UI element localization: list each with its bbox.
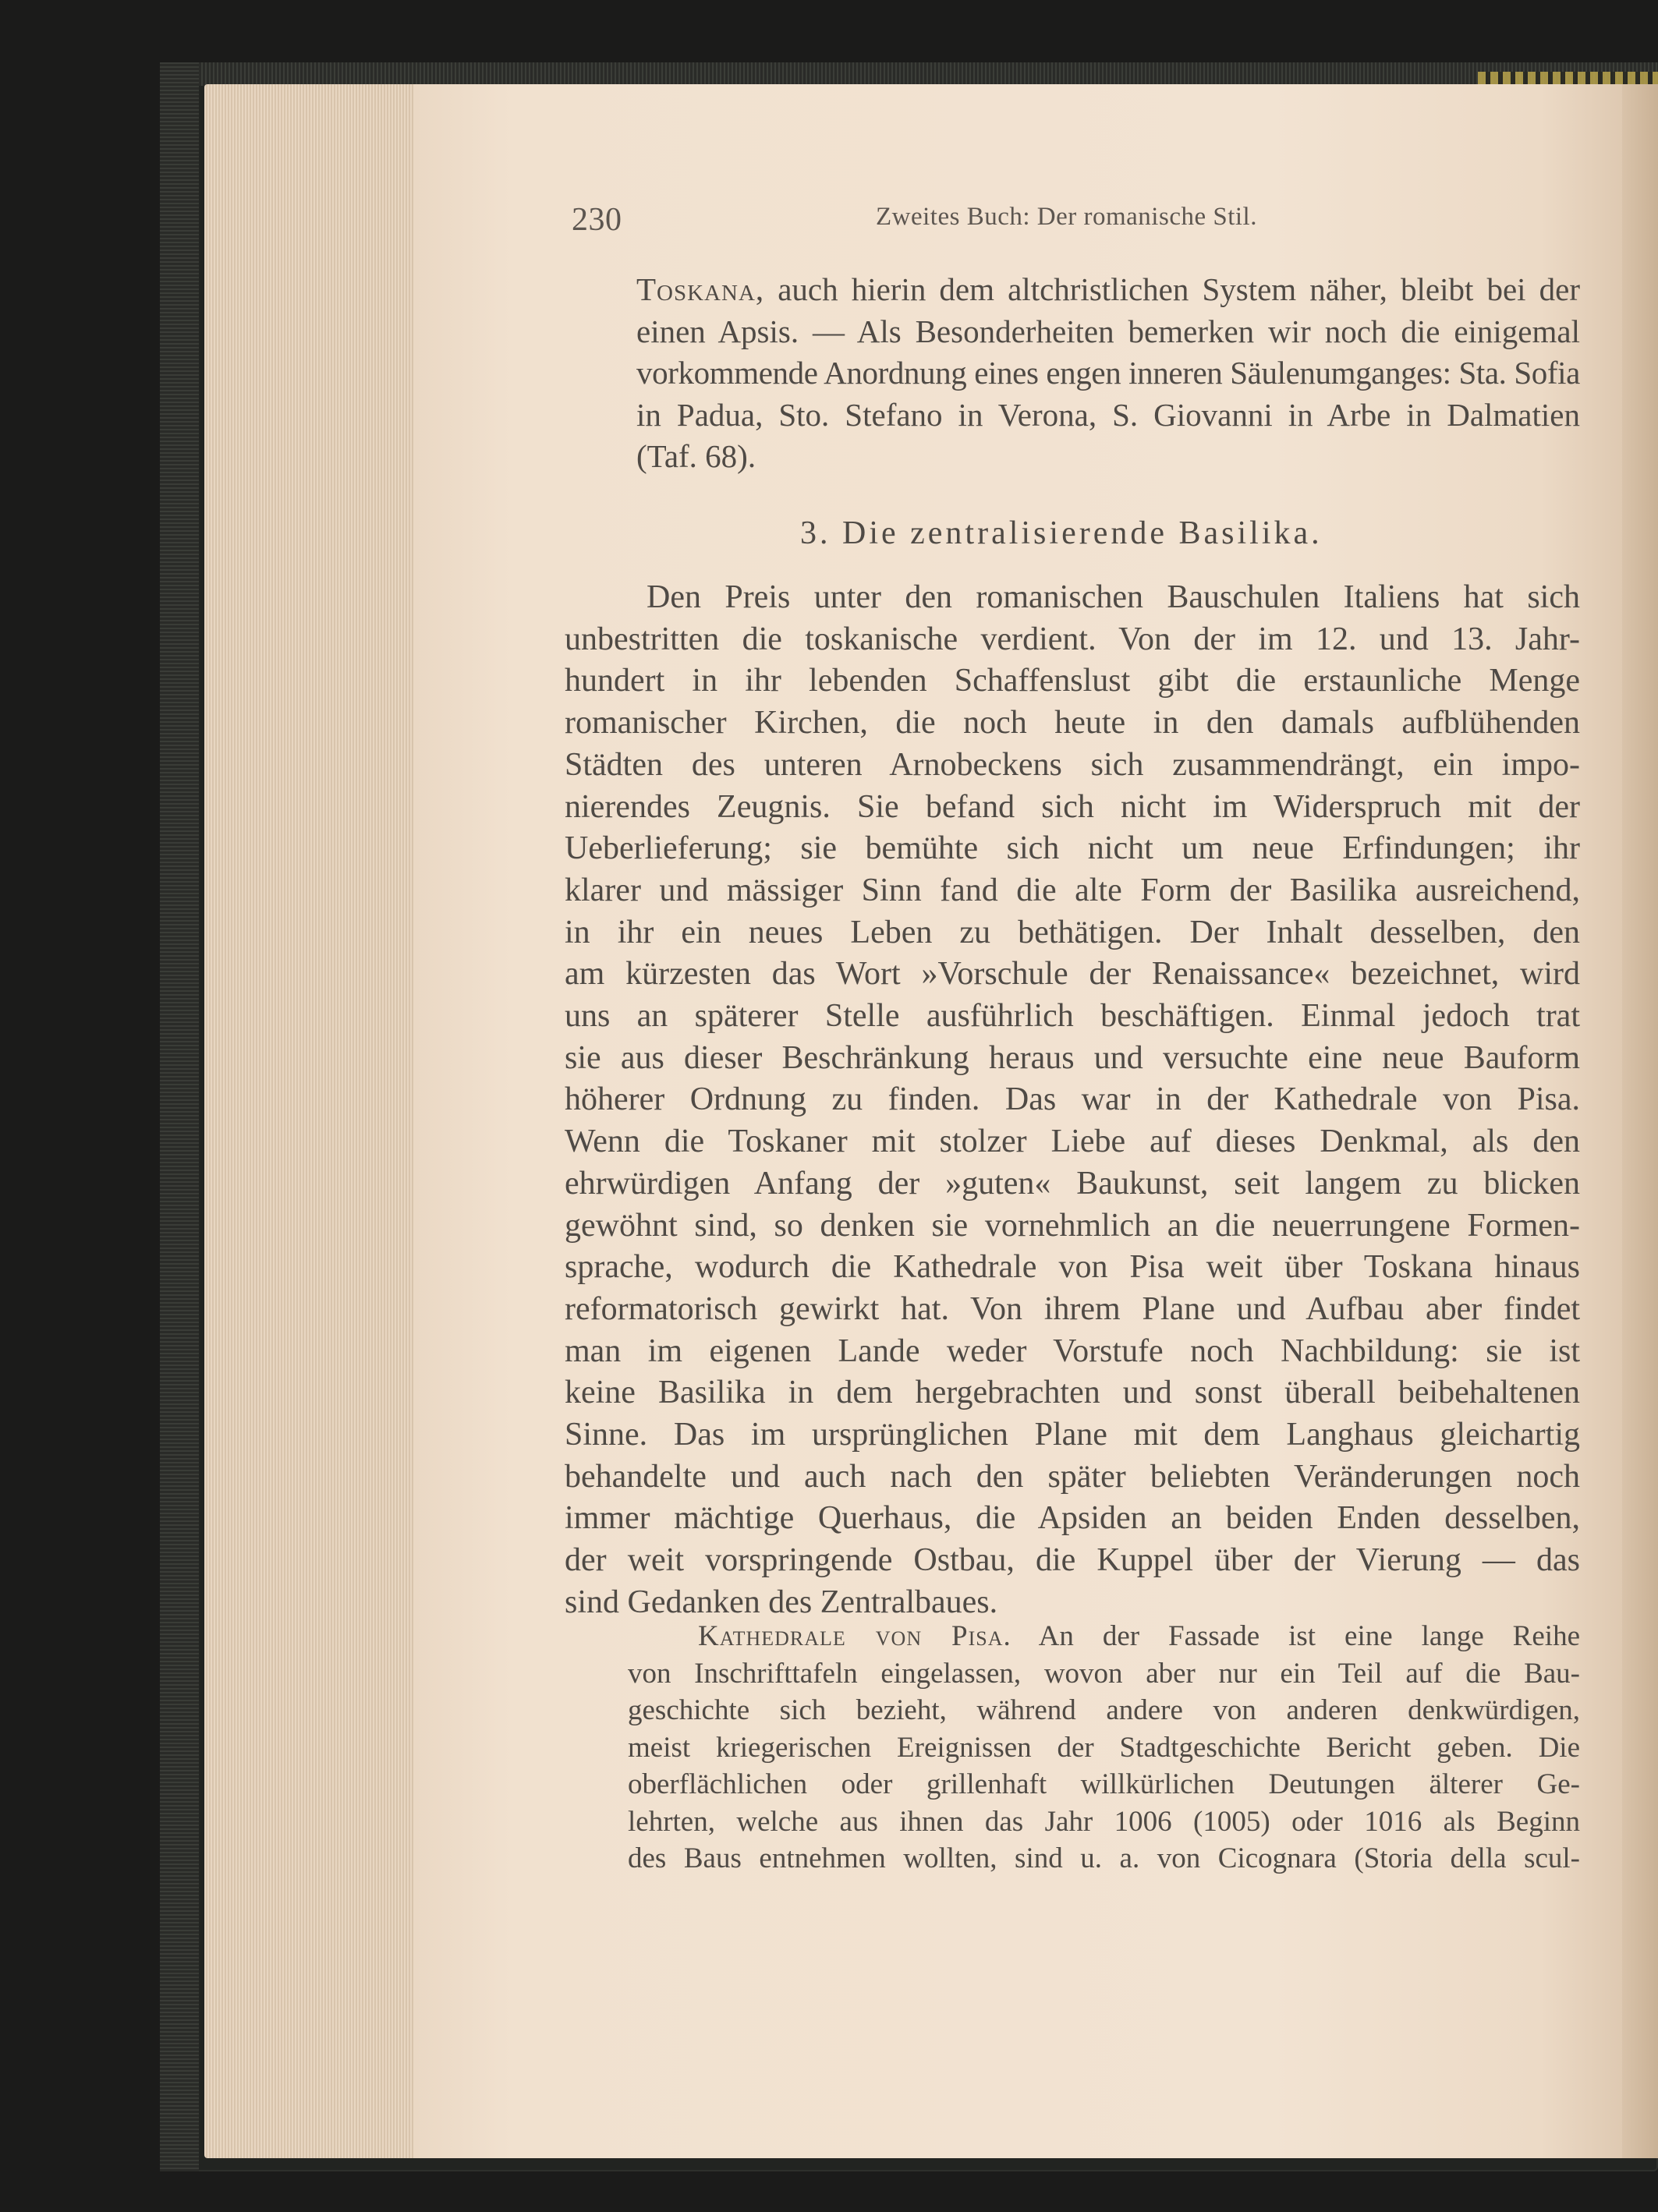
text-line: Sinne. Das im ursprünglichen Plane mit dem Langhaus gleichartig	[565, 1417, 1580, 1453]
text-line: hundert in ihr lebenden Schaffenslust gibt die erstaunliche Menge	[565, 663, 1580, 699]
text-line: uns an späterer Stelle ausführlich beschäftigen. Einmal jedoch trat	[565, 998, 1580, 1035]
page-number: 230	[572, 202, 622, 238]
text-line: klarer und mässiger Sinn fand die alte Form der Basilika ausreichend,	[565, 872, 1580, 908]
text-line: des Baus entnehmen wollten, sind u. a. von Cicognara (Storia della scul-	[628, 1842, 1580, 1874]
text-line: sie aus dieser Beschränkung heraus und versuchte eine neue Bauform	[565, 1039, 1580, 1076]
text-line: sprache, wodurch die Kathedrale von Pisa weit über Toskana hinaus	[565, 1249, 1580, 1286]
cover-top-edge	[160, 62, 1658, 86]
text-line: behandelte und auch nach den später beliebten Veränderungen noch	[565, 1458, 1580, 1495]
text-line: höherer Ordnung zu finden. Das war in der Kathedrale von Pisa.	[565, 1081, 1580, 1118]
text-line: der weit vorspringende Ostbau, die Kuppel über der Vierung — das	[565, 1542, 1580, 1579]
text-line: gewöhnt sind, so denken sie vornehmlich an die neuerrungene Formen-	[565, 1207, 1580, 1244]
text-line: einen Apsis. — Als Besonderheiten bemerken wir noch die einigemal	[636, 313, 1580, 349]
text-line: vorkommende Anordnung eines engen inneren Säulenumganges: Sta. Sofia	[636, 355, 1580, 391]
text-line: (Taf. 68).	[636, 438, 756, 474]
running-title: Zweites Buch: Der romanische Stil.	[876, 203, 1257, 231]
text-line: meist kriegerischen Ereignissen der Stadtgeschichte Bericht geben. Die	[628, 1731, 1580, 1764]
text-line: ehrwürdigen Anfang der »guten« Baukunst, seit langem zu blicken	[565, 1165, 1580, 1202]
note-paragraph	[628, 1618, 1580, 1878]
text-line: in ihr ein neues Leben zu bethätigen. Der Inhalt desselben, den	[565, 914, 1580, 950]
text-line: Wenn die Toskaner mit stolzer Liebe auf dieses Denkmal, als den	[565, 1124, 1580, 1160]
text-line: reformatorisch gewirkt hat. Von ihrem Plane und Aufbau aber findet	[565, 1290, 1580, 1327]
text-line: Den Preis unter den romanischen Bauschulen Italiens hat sich	[647, 579, 1580, 615]
page-gutter	[1622, 84, 1658, 2158]
running-head	[572, 196, 1585, 243]
text-line: von Inschrifttafeln eingelassen, wovon aber nur ein Teil auf die Bau-	[628, 1657, 1580, 1690]
text-line: Toskana, auch hierin dem altchristlichen System näher, bleibt bei der	[636, 271, 1580, 307]
text-line: unbestritten die toskanische verdient. Von der im 12. und 13. Jahr-	[565, 621, 1580, 657]
text-line: oberflächlichen oder grillenhaft willkürlichen Deutungen älterer Ge-	[628, 1768, 1580, 1800]
text-line: man im eigenen Lande weder Vorstufe noch Nachbildung: sie ist	[565, 1333, 1580, 1369]
text-line: sind Gedanken des Zentralbaues.	[565, 1584, 998, 1620]
text-line: Kathedrale von Pisa. An der Fassade ist eine lange Reihe	[698, 1620, 1580, 1652]
text-line: in Padua, Sto. Stefano in Verona, S. Giovanni in Arbe in Dalmatien	[636, 396, 1580, 433]
page-stack	[204, 84, 423, 2158]
text-line: keine Basilika in dem hergebrachten und sonst überall beibehaltenen	[565, 1375, 1580, 1411]
text-line: am kürzesten das Wort »Vorschule der Renaissance« bezeichnet, wird	[565, 956, 1580, 993]
lead-term: Toskana,	[636, 271, 765, 307]
text-line: Städten des unteren Arnobeckens sich zusammendrängt, ein impo-	[565, 746, 1580, 783]
text-line: geschichte sich bezieht, während andere von anderen denkwürdigen,	[628, 1694, 1580, 1726]
cover-left-edge	[160, 62, 199, 2171]
text-line: nierendes Zeugnis. Sie befand sich nicht im Widerspruch mit der	[565, 788, 1580, 825]
section-heading: 3. Die zentralisierende Basilika.	[800, 515, 1323, 551]
text-line: lehrten, welche aus ihnen das Jahr 1006 (1005) oder 1016 als Beginn	[628, 1805, 1580, 1838]
text-line: immer mächtige Querhaus, die Apsiden an beiden Enden desselben,	[565, 1500, 1580, 1537]
lead-term: Kathedrale von Pisa.	[698, 1620, 1011, 1652]
text-line: romanischer Kirchen, die noch heute in den damals aufblühenden	[565, 705, 1580, 741]
intro-paragraph	[636, 269, 1580, 478]
main-paragraph	[565, 577, 1580, 1624]
text-line: Ueberlieferung; sie bemühte sich nicht um neue Erfindungen; ihr	[565, 830, 1580, 867]
